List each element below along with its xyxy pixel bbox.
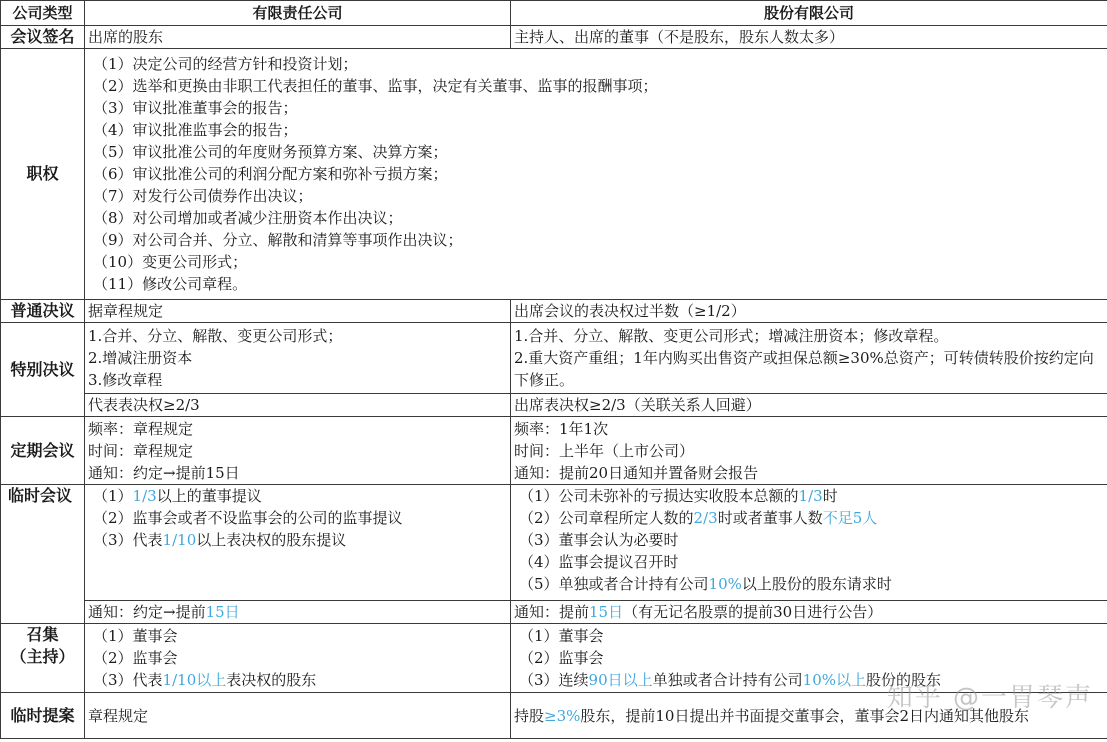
interim-llc-item: （2）监事会或者不设监事会的公司的监事提议 <box>93 509 403 527</box>
header-llc: 有限责任公司 <box>85 1 511 26</box>
row-ordinary <box>1 300 1107 323</box>
special-llc-item: 1.合并、分立、解散、变更公司形式； <box>88 327 343 345</box>
sign-llc: 出席的股东 <box>85 26 511 49</box>
header-row <box>1 1 1107 26</box>
convene-jsc-item: （3）连续90日以上单独或者合计持有公司10%以上股份的股东 <box>519 671 942 689</box>
powers-item: （7）对发行公司债券作出决议； <box>93 187 313 205</box>
special-jsc-item: 1.合并、分立、解散、变更公司形式；增减注册资本；修改章程。 <box>514 327 949 345</box>
interim-llc-item: （1）1/3以上的董事提议 <box>93 487 262 505</box>
interim-llc-item: （3）代表1/10以上表决权的股东提议 <box>93 531 347 549</box>
regular-jsc-item: 通知：提前20日通知并置备财会报告 <box>514 463 759 482</box>
watermark: 知乎 @一胃琴声 <box>886 683 1093 713</box>
label-convene-line: 召集 <box>26 625 59 644</box>
interim-jsc-item: （5）单独或者合计持有公司10%以上股份的股东请求时 <box>519 575 892 593</box>
regular-llc-item: 频率：章程规定 <box>88 419 194 438</box>
row-convene <box>1 624 1107 693</box>
convene-llc-item: （1）董事会 <box>93 627 178 645</box>
row-sign <box>1 26 1107 49</box>
powers-item: （9）对公司合并、分立、解散和清算等事项作出决议； <box>93 231 463 249</box>
powers-item: （11）修改公司章程。 <box>93 275 248 293</box>
powers-list <box>85 49 1107 300</box>
interim-jsc-item: （1）公司未弥补的亏损达实收股本总额的1/3时 <box>519 487 838 505</box>
row-powers <box>1 49 1107 300</box>
label-ordinary: 普通决议 <box>1 300 85 323</box>
interim-jsc-item: （3）董事会认为必要时 <box>519 531 679 549</box>
label-regular: 定期会议 <box>1 417 85 485</box>
interim-llc <box>85 485 511 601</box>
row-interim <box>1 485 1107 601</box>
powers-item: （3）审议批准董事会的报告； <box>93 99 298 117</box>
ordinary-llc: 据章程规定 <box>85 300 511 323</box>
regular-jsc-item: 频率：1年1次 <box>514 419 609 438</box>
label-convene <box>1 624 85 693</box>
powers-item: （2）选举和更换由非职工代表担任的董事、监事，决定有关董事、监事的报酬事项； <box>93 77 658 95</box>
sign-jsc: 主持人、出席的董事（不是股东，股东人数太多） <box>511 26 1107 49</box>
convene-jsc-item: （2）监事会 <box>519 649 604 667</box>
powers-item: （1）决定公司的经营方针和投资计划； <box>93 55 358 73</box>
interim-jsc-item: （2）公司章程所定人数的2/3时或者董事人数不足5人 <box>519 509 878 527</box>
label-proposal: 临时提案 <box>1 693 85 739</box>
special-llc-vote: 代表表决权≥2/3 <box>85 394 511 417</box>
convene-llc-item: （2）监事会 <box>93 649 178 667</box>
special-llc-item: 2.增减注册资本 <box>88 349 193 367</box>
powers-item: （4）审议批准监事会的报告； <box>93 121 298 139</box>
row-interim-notice <box>1 601 1107 624</box>
row-regular <box>1 417 1107 485</box>
convene-llc-item: （3）代表1/10以上表决权的股东 <box>93 671 317 689</box>
label-convene-line: （主持） <box>10 647 75 666</box>
powers-item: （10）变更公司形式； <box>93 253 248 271</box>
label-sign: 会议签名 <box>1 26 85 49</box>
row-special-vote <box>1 394 1107 417</box>
special-jsc-item: 2.重大资产重组；1年内购买出售资产或担保总额≥30%总资产；可转债转股价按约定向下修正。 <box>514 349 1094 389</box>
regular-llc-item: 通知：约定→提前15日 <box>88 463 240 482</box>
convene-jsc-item: （1）董事会 <box>519 627 604 645</box>
proposal-llc: 章程规定 <box>85 693 511 739</box>
special-llc-item: 3.修改章程 <box>88 371 163 389</box>
interim-jsc-item: （4）监事会提议召开时 <box>519 553 679 571</box>
header-jsc: 股份有限公司 <box>511 1 1107 26</box>
powers-item: （6）审议批准公司的利润分配方案和弥补亏损方案； <box>93 165 448 183</box>
regular-llc <box>85 417 511 485</box>
powers-item: （5）审议批准公司的年度财务预算方案、决算方案； <box>93 143 448 161</box>
convene-llc <box>85 624 511 693</box>
powers-item: （8）对公司增加或者减少注册资本作出决议； <box>93 209 403 227</box>
label-special: 特别决议 <box>1 323 85 417</box>
row-proposal <box>1 693 1107 739</box>
regular-jsc <box>511 417 1107 485</box>
special-jsc <box>511 323 1107 394</box>
label-powers: 职权 <box>1 49 85 300</box>
label-interim <box>1 485 85 624</box>
special-jsc-vote: 出席表决权≥2/3（关联关系人回避） <box>511 394 1107 417</box>
regular-jsc-item: 时间：上半年（上市公司） <box>514 441 695 460</box>
row-special <box>1 323 1107 394</box>
interim-jsc-notice: 通知：提前15日（有无记名股票的提前30日进行公告） <box>511 601 1107 624</box>
ordinary-jsc: 出席会议的表决权过半数（≥1/2） <box>511 300 1107 323</box>
special-llc <box>85 323 511 394</box>
proposal-jsc: 持股≥3%股东，提前10日提出并书面提交董事会，董事会2日内通知其他股东 <box>511 693 1107 739</box>
label-interim-text: 临时会议 <box>8 486 73 505</box>
convene-jsc <box>511 624 1107 693</box>
interim-llc-notice: 通知：约定→提前15日 <box>85 601 511 624</box>
interim-jsc <box>511 485 1107 601</box>
regular-llc-item: 时间：章程规定 <box>88 441 194 460</box>
header-company-type: 公司类型 <box>1 1 85 26</box>
